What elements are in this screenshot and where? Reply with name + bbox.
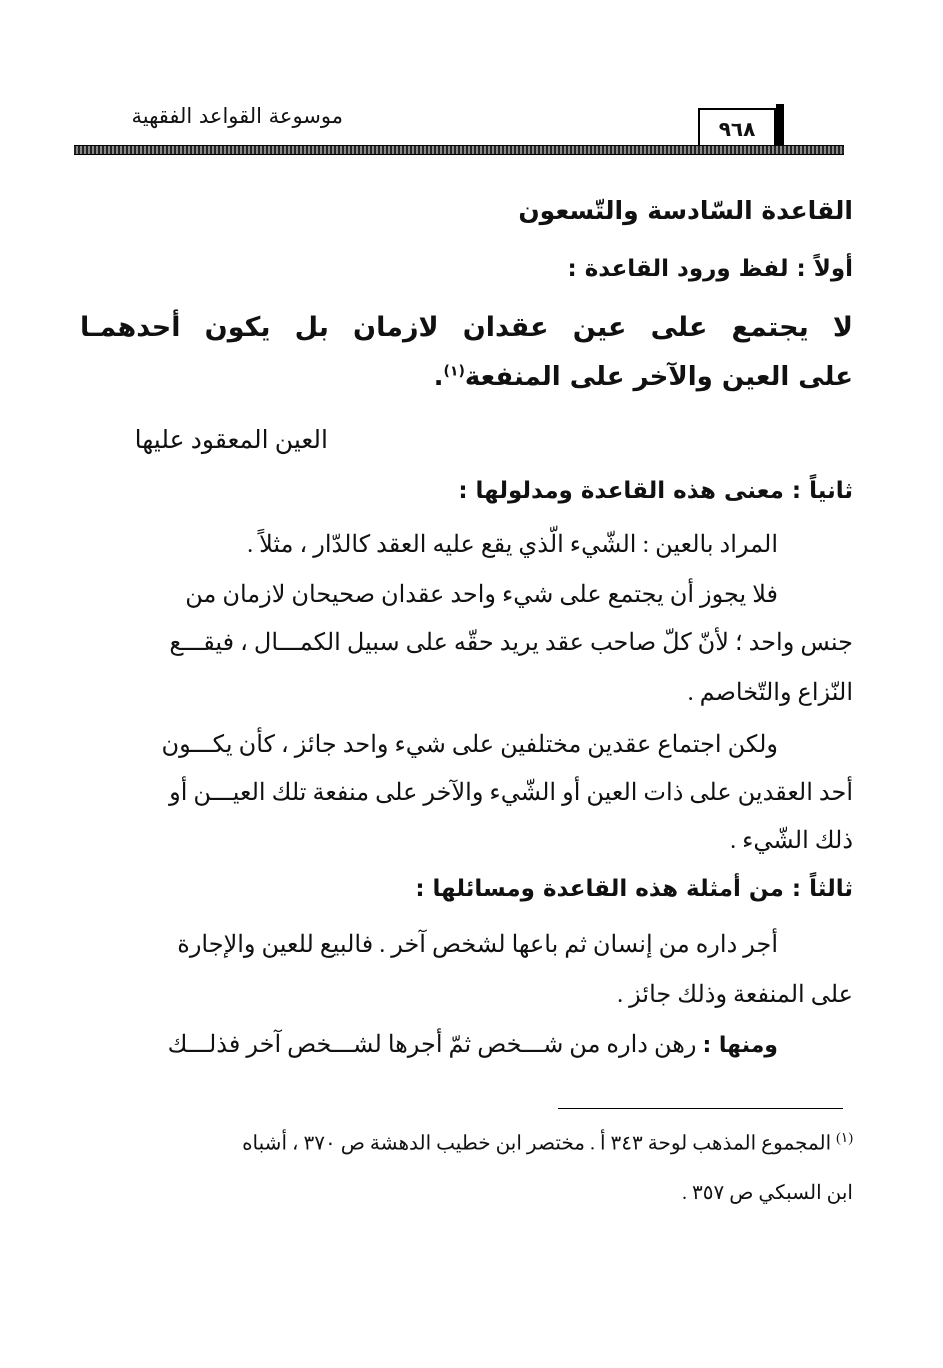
paragraph-4-line-2: على المنفعة وذلك جائز . [617, 982, 853, 1008]
paragraph-2-line-1: فلا يجوز أن يجتمع على شيء واحد عقدان صحيحان لازمان من [185, 582, 778, 608]
paragraph-2-line-3: النّزاع والتّخاصم . [687, 680, 853, 706]
header-rule [74, 145, 844, 155]
footnote-marker: (١) [836, 1131, 853, 1146]
paragraph-1: المراد بالعين : الشّيء الّذي يقع عليه العقد كالدّار ، مثلاً . [247, 532, 778, 558]
sub-note: العين المعقود عليها [134, 427, 328, 454]
paragraph-2-line-2: جنس واحد ؛ لأنّ كلّ صاحب عقد يريد حقّه على سبيل الكمـــال ، فيقـــع [169, 630, 853, 656]
rule-line-2 [434, 362, 853, 392]
paragraph-3-line-2: أحد العقدين على ذات العين أو الشّيء والآخر على منفعة تلك العيـــن أو [169, 780, 853, 806]
paragraph-5 [168, 1030, 778, 1059]
footnote-rule [558, 1108, 843, 1109]
paragraph-4-line-1: أجر داره من إنسان ثم باعها لشخص آخر . فالبيع للعين والإجارة [177, 932, 778, 958]
rule-line-1: لا يجتمع على عين عقدان لازمان بل يكون أحدهمـا [80, 312, 853, 343]
section1-heading: أولاً : لفظ ورود القاعدة : [567, 256, 853, 282]
footnote-ref: (١) [443, 363, 465, 380]
section3-heading: ثالثاً : من أمثلة هذه القاعدة ومسائلها : [415, 876, 853, 902]
page-number: ٩٦٨ [698, 108, 776, 148]
rule-line-2-period: . [433, 362, 444, 392]
header-title: موسوعة القواعد الفقهية [131, 104, 343, 128]
paragraph-3-line-1: ولكن اجتماع عقدين مختلفين على شيء واحد جائز ، كأن يكـــون [161, 732, 778, 758]
footnote-text-1: المجموع المذهب لوحة ٣٤٣ أ . مختصر ابن خطيب الدهشة ص ٣٧٠ ، أشباه [242, 1132, 832, 1155]
rule-title: القاعدة السّادسة والتّسعون [518, 196, 853, 225]
footnote-line-2: ابن السبكي ص ٣٥٧ . [681, 1182, 853, 1204]
paragraph-5-text: رهن داره من شـــخص ثمّ أجرها لشـــخص آخر فذلـــك [167, 1032, 697, 1058]
paragraph-3-line-3: ذلك الشّيء . [730, 828, 853, 854]
rule-line-2-text: على العين والآخر على المنفعة [464, 362, 853, 392]
footnote-line-1 [242, 1130, 853, 1156]
paragraph-5-lead: ومنها : [702, 1033, 778, 1058]
section2-heading: ثانياً : معنى هذه القاعدة ومدلولها : [458, 478, 853, 504]
